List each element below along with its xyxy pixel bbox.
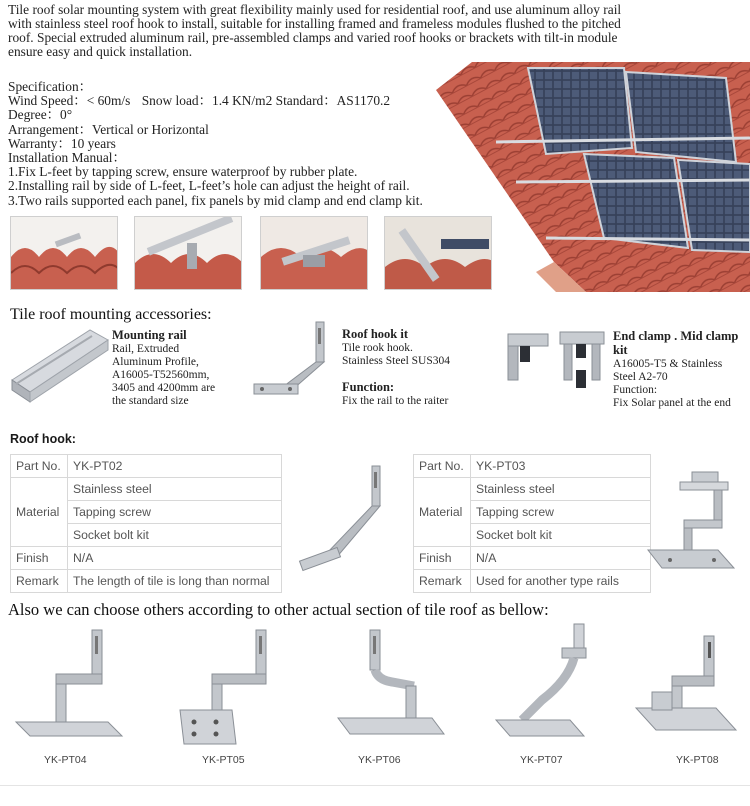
remark-label: Remark: [414, 570, 471, 593]
warranty-label: Warranty：: [8, 135, 71, 151]
hook-caption: YK-PT04: [44, 754, 87, 766]
mounting-rail-desc: Rail, Extruded: [112, 343, 180, 355]
roof-hook-table-right: [413, 454, 651, 593]
roof-hook-section-title: Roof hook:: [10, 432, 76, 446]
install-photo-1: [10, 216, 118, 290]
table-row: [11, 570, 282, 593]
solar-panel: [626, 72, 736, 162]
accessories-title: Tile roof mounting accessories:: [10, 306, 212, 323]
specification-block: [8, 80, 478, 208]
remark-value: The length of tile is long than normal: [68, 570, 282, 593]
snow-label: Snow load：: [141, 93, 212, 109]
arrangement-label: Arrangement：: [8, 121, 93, 137]
manual-step-1: 1.Fix L-feet by tapping screw, ensure waterproof by rubber plate.: [8, 164, 358, 180]
material-label: Material: [414, 478, 471, 547]
roof-hook-info: [342, 328, 450, 408]
spec-degree: [8, 108, 478, 122]
mounting-rail-desc: A16005-T52560mm,: [112, 369, 210, 381]
hook-pt03-image: [644, 468, 740, 576]
spec-heading: Specification：: [8, 79, 93, 94]
table-row: [414, 547, 651, 570]
degree-label: Degree：: [8, 107, 61, 123]
mounting-rail-desc: 3405 and 4200mm are: [112, 382, 216, 394]
mounting-rail-image: [6, 326, 112, 406]
wind-value: < 60m/s: [86, 93, 131, 109]
degree-value: 0°: [60, 107, 73, 123]
material-value: Stainless steel: [471, 478, 651, 501]
table-row: [11, 547, 282, 570]
part-no-value: YK-PT02: [68, 455, 282, 478]
manual-step-2: 2.Installing rail by side of L-feet, L-feet’s hole can adjust the height of rail.: [8, 178, 410, 194]
hook-caption: YK-PT08: [676, 754, 719, 766]
wind-label: Wind Speed：: [8, 93, 87, 109]
finish-value: N/A: [471, 547, 651, 570]
mounting-rail-desc: Aluminum Profile,: [112, 356, 199, 368]
material-value: Tapping screw: [471, 501, 651, 524]
roof-hook-table-left: [10, 454, 282, 593]
install-photo-4: [384, 216, 492, 290]
spec-arrangement: [8, 123, 478, 137]
install-photo-3: [260, 216, 368, 290]
table-row: [414, 478, 651, 501]
finish-label: Finish: [414, 547, 471, 570]
material-value: Tapping screw: [68, 501, 282, 524]
manual-step-3: 3.Two rails supported each panel, fix panels by mid clamp and end clamp kit.: [8, 192, 423, 208]
material-value: Socket bolt kit: [471, 524, 651, 547]
remark-value: Used for another type rails: [471, 570, 651, 593]
material-label: Material: [11, 478, 68, 547]
table-row: [414, 570, 651, 593]
hook-pt08-image: [632, 626, 746, 750]
table-row: [11, 455, 282, 478]
mounting-rail-desc: the standard size: [112, 395, 189, 407]
hook-caption: YK-PT07: [520, 754, 563, 766]
clamp-kit-function-label: Function:: [613, 384, 658, 396]
hook-pt02-image: [296, 462, 390, 580]
material-value: Stainless steel: [68, 478, 282, 501]
remark-label: Remark: [11, 570, 68, 593]
clamp-kit-desc: Steel A2-70: [613, 371, 668, 383]
hook-pt04-image: [12, 626, 126, 750]
clamp-kit-image: [494, 326, 610, 396]
hook-pt07-image: [492, 620, 612, 750]
standard-label: Standard：: [275, 93, 337, 109]
roof-hook-function-label: Function:: [342, 380, 395, 394]
roof-hook-desc: Tile rook hook.: [342, 342, 413, 354]
manual-heading: Installation Manual：: [8, 150, 126, 166]
other-hooks-title: Also we can choose others according to other actual section of tile roof as bellow:: [8, 600, 549, 619]
snow-value: 1.4 KN/m2: [212, 93, 273, 109]
mounting-rail-info: [112, 329, 215, 408]
warranty-value: 10 years: [70, 135, 116, 151]
standard-value: AS1170.2: [336, 93, 391, 109]
hook-caption: YK-PT05: [202, 754, 245, 766]
clamp-kit-function-value: Fix Solar panel at the end: [613, 397, 731, 409]
hook-pt05-image: [176, 626, 290, 750]
part-no-label: Part No.: [414, 455, 471, 478]
roof-hook-desc: Stainless Steel SUS304: [342, 355, 450, 367]
table-row: [11, 478, 282, 501]
clamp-kit-name: End clamp . Mid clamp kit: [613, 329, 739, 357]
arrangement-value: Vertical or Horizontal: [92, 121, 209, 137]
part-no-value: YK-PT03: [471, 455, 651, 478]
clamp-kit-info: [613, 330, 750, 410]
spec-warranty: [8, 137, 478, 151]
clamp-kit-desc: A16005-T5 & Stainless: [613, 358, 723, 370]
finish-label: Finish: [11, 547, 68, 570]
spec-wind-snow-standard: [8, 94, 478, 108]
bottom-divider: [0, 785, 750, 786]
mounting-rail: [546, 238, 750, 240]
hook-pt06-image: [334, 626, 448, 750]
roof-hook-name: Roof hook it: [342, 327, 408, 341]
roof-hook-function-value: Fix the rail to the raiter: [342, 395, 449, 407]
part-no-label: Part No.: [11, 455, 68, 478]
hook-caption: YK-PT06: [358, 754, 401, 766]
table-row: [414, 455, 651, 478]
material-value: Socket bolt kit: [68, 524, 282, 547]
finish-value: N/A: [68, 547, 282, 570]
install-photo-2: [134, 216, 242, 290]
intro-paragraph: Tile roof solar mounting system with great flexibility mainly used for residential roof, and use aluminum alloy rail with stainless steel roof hook to install, suitable for installing framed and frameless modules flushed to the pitched roof. Special extruded aluminum rail, pre-assembled clamps and varied roof hooks or brackets with tilt-in module ensure easy and quick installation.: [8, 2, 622, 59]
roof-hook-image: [250, 320, 334, 400]
mounting-rail-name: Mounting rail: [112, 328, 187, 342]
mounting-rail: [516, 180, 750, 182]
